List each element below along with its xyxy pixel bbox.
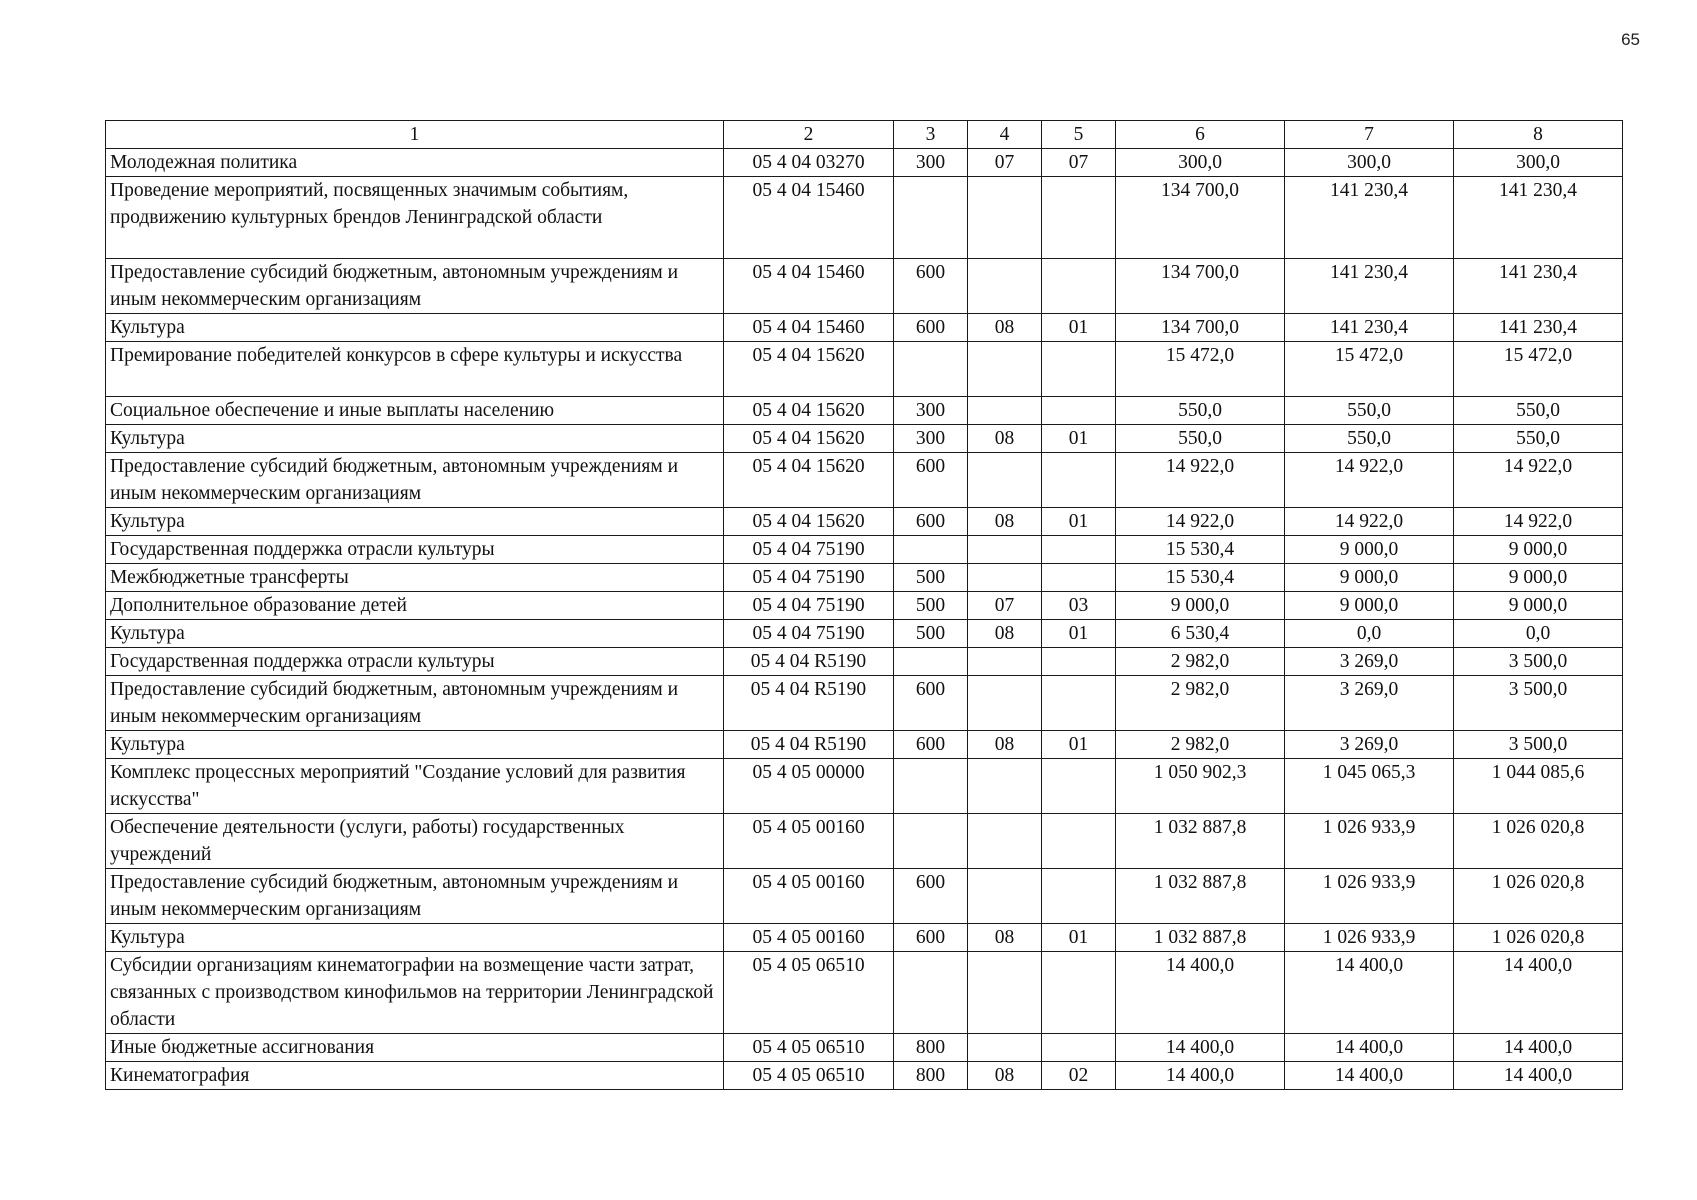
row-col3-cell: 600 [894, 508, 968, 536]
row-code-cell: 05 4 04 75190 [724, 620, 894, 648]
row-col8-cell: 9 000,0 [1454, 564, 1623, 592]
row-col7-cell: 14 400,0 [1285, 1034, 1454, 1062]
row-col6-cell: 14 400,0 [1116, 1034, 1285, 1062]
table-row [106, 620, 1623, 648]
row-col5-cell [1042, 759, 1116, 814]
row-col5-cell [1042, 536, 1116, 564]
row-col6-cell: 550,0 [1116, 425, 1285, 453]
row-col6-cell: 14 922,0 [1116, 453, 1285, 508]
row-col6-cell: 2 982,0 [1116, 676, 1285, 731]
row-col5-cell: 01 [1042, 508, 1116, 536]
row-col7-cell: 14 922,0 [1285, 508, 1454, 536]
row-col8-cell: 14 400,0 [1454, 1062, 1623, 1090]
row-col8-cell: 3 500,0 [1454, 676, 1623, 731]
row-col6-cell: 134 700,0 [1116, 314, 1285, 342]
row-col7-cell: 3 269,0 [1285, 648, 1454, 676]
row-code-cell: 05 4 04 15620 [724, 453, 894, 508]
row-col7-cell: 141 230,4 [1285, 177, 1454, 259]
row-col7-cell: 1 026 933,9 [1285, 924, 1454, 952]
row-code-cell: 05 4 05 06510 [724, 952, 894, 1034]
header-cell: 4 [968, 121, 1042, 149]
row-name-cell: Иные бюджетные ассигнования [106, 1034, 724, 1062]
row-col3-cell [894, 759, 968, 814]
row-col3-cell: 600 [894, 731, 968, 759]
row-col6-cell: 14 400,0 [1116, 952, 1285, 1034]
row-col8-cell: 1 026 020,8 [1454, 924, 1623, 952]
row-col3-cell: 600 [894, 314, 968, 342]
row-col6-cell: 15 472,0 [1116, 342, 1285, 397]
row-col6-cell: 14 922,0 [1116, 508, 1285, 536]
row-col4-cell [968, 648, 1042, 676]
row-code-cell: 05 4 04 75190 [724, 592, 894, 620]
table-row [106, 149, 1623, 177]
row-col7-cell: 141 230,4 [1285, 259, 1454, 314]
row-col8-cell: 141 230,4 [1454, 259, 1623, 314]
row-col4-cell: 08 [968, 924, 1042, 952]
row-name-cell: Обеспечение деятельности (услуги, работы) государственных учреждений [106, 814, 724, 869]
row-col3-cell: 300 [894, 425, 968, 453]
row-col3-cell: 300 [894, 397, 968, 425]
row-code-cell: 05 4 04 75190 [724, 564, 894, 592]
row-col5-cell [1042, 814, 1116, 869]
row-col3-cell: 800 [894, 1062, 968, 1090]
row-col8-cell: 14 922,0 [1454, 508, 1623, 536]
table-row [106, 952, 1623, 1034]
table-row [106, 648, 1623, 676]
row-col4-cell [968, 342, 1042, 397]
table-row [106, 425, 1623, 453]
row-col3-cell [894, 648, 968, 676]
row-col5-cell: 01 [1042, 425, 1116, 453]
row-col5-cell: 01 [1042, 620, 1116, 648]
row-col3-cell [894, 952, 968, 1034]
table-row [106, 564, 1623, 592]
row-col6-cell: 15 530,4 [1116, 564, 1285, 592]
row-name-cell: Культура [106, 620, 724, 648]
row-col5-cell [1042, 453, 1116, 508]
row-col3-cell [894, 536, 968, 564]
row-code-cell: 05 4 05 00160 [724, 869, 894, 924]
row-col4-cell: 07 [968, 592, 1042, 620]
row-col5-cell [1042, 952, 1116, 1034]
row-name-cell: Предоставление субсидий бюджетным, автономным учреждениям и иным некоммерческим организациям [106, 869, 724, 924]
row-code-cell: 05 4 04 15620 [724, 508, 894, 536]
row-col4-cell [968, 869, 1042, 924]
row-code-cell: 05 4 05 00000 [724, 759, 894, 814]
row-col6-cell: 550,0 [1116, 397, 1285, 425]
row-name-cell: Предоставление субсидий бюджетным, автономным учреждениям и иным некоммерческим организациям [106, 453, 724, 508]
row-col6-cell: 9 000,0 [1116, 592, 1285, 620]
row-col5-cell [1042, 342, 1116, 397]
row-col8-cell: 0,0 [1454, 620, 1623, 648]
row-col7-cell: 141 230,4 [1285, 314, 1454, 342]
table-body [106, 149, 1623, 1090]
row-name-cell: Социальное обеспечение и иные выплаты населению [106, 397, 724, 425]
row-col4-cell: 08 [968, 731, 1042, 759]
row-name-cell: Государственная поддержка отрасли культуры [106, 536, 724, 564]
table-row [106, 814, 1623, 869]
row-code-cell: 05 4 04 R5190 [724, 648, 894, 676]
row-code-cell: 05 4 05 00160 [724, 924, 894, 952]
budget-table-container [105, 120, 1622, 1090]
table-row [106, 869, 1623, 924]
row-col3-cell: 600 [894, 924, 968, 952]
header-cell: 6 [1116, 121, 1285, 149]
row-name-cell: Предоставление субсидий бюджетным, автономным учреждениям и иным некоммерческим организациям [106, 676, 724, 731]
row-col5-cell [1042, 177, 1116, 259]
row-col7-cell: 1 045 065,3 [1285, 759, 1454, 814]
row-col4-cell: 08 [968, 1062, 1042, 1090]
row-name-cell: Премирование победителей конкурсов в сфере культуры и искусства [106, 342, 724, 397]
row-col5-cell: 01 [1042, 731, 1116, 759]
row-col7-cell: 1 026 933,9 [1285, 869, 1454, 924]
header-cell: 5 [1042, 121, 1116, 149]
row-name-cell: Кинематография [106, 1062, 724, 1090]
row-name-cell: Дополнительное образование детей [106, 592, 724, 620]
row-name-cell: Культура [106, 508, 724, 536]
row-col4-cell: 08 [968, 508, 1042, 536]
row-code-cell: 05 4 04 15460 [724, 259, 894, 314]
row-col7-cell: 0,0 [1285, 620, 1454, 648]
row-col4-cell [968, 1034, 1042, 1062]
row-col7-cell: 300,0 [1285, 149, 1454, 177]
row-col4-cell: 08 [968, 620, 1042, 648]
row-col8-cell: 550,0 [1454, 425, 1623, 453]
table-row [106, 731, 1623, 759]
row-col7-cell: 14 400,0 [1285, 1062, 1454, 1090]
row-name-cell: Культура [106, 425, 724, 453]
row-col8-cell: 141 230,4 [1454, 314, 1623, 342]
row-col6-cell: 15 530,4 [1116, 536, 1285, 564]
row-col7-cell: 14 400,0 [1285, 952, 1454, 1034]
row-code-cell: 05 4 04 03270 [724, 149, 894, 177]
row-col3-cell: 600 [894, 259, 968, 314]
row-col3-cell [894, 814, 968, 869]
row-col5-cell [1042, 1034, 1116, 1062]
row-col7-cell: 3 269,0 [1285, 676, 1454, 731]
row-col3-cell [894, 342, 968, 397]
row-code-cell: 05 4 04 15620 [724, 425, 894, 453]
row-code-cell: 05 4 05 00160 [724, 814, 894, 869]
row-col4-cell [968, 759, 1042, 814]
table-row [106, 259, 1623, 314]
row-name-cell: Комплекс процессных мероприятий "Создание условий для развития искусства" [106, 759, 724, 814]
header-cell: 8 [1454, 121, 1623, 149]
budget-table [105, 120, 1623, 1090]
row-col6-cell: 14 400,0 [1116, 1062, 1285, 1090]
row-col4-cell [968, 397, 1042, 425]
row-col5-cell: 07 [1042, 149, 1116, 177]
table-row [106, 453, 1623, 508]
row-col7-cell: 3 269,0 [1285, 731, 1454, 759]
table-row [106, 397, 1623, 425]
row-col8-cell: 14 400,0 [1454, 1034, 1623, 1062]
table-row [106, 592, 1623, 620]
row-col5-cell [1042, 648, 1116, 676]
row-col8-cell: 3 500,0 [1454, 731, 1623, 759]
table-row [106, 924, 1623, 952]
row-code-cell: 05 4 04 R5190 [724, 676, 894, 731]
row-col8-cell: 14 922,0 [1454, 453, 1623, 508]
row-col7-cell: 9 000,0 [1285, 592, 1454, 620]
row-col6-cell: 300,0 [1116, 149, 1285, 177]
table-row [106, 759, 1623, 814]
row-col5-cell: 01 [1042, 924, 1116, 952]
row-col6-cell: 1 050 902,3 [1116, 759, 1285, 814]
row-col4-cell [968, 952, 1042, 1034]
row-col4-cell: 08 [968, 425, 1042, 453]
row-name-cell: Государственная поддержка отрасли культуры [106, 648, 724, 676]
table-row [106, 1034, 1623, 1062]
row-col5-cell: 02 [1042, 1062, 1116, 1090]
row-col8-cell: 550,0 [1454, 397, 1623, 425]
header-cell: 1 [106, 121, 724, 149]
row-col5-cell [1042, 259, 1116, 314]
table-row [106, 1062, 1623, 1090]
row-col6-cell: 1 032 887,8 [1116, 814, 1285, 869]
row-col3-cell: 500 [894, 592, 968, 620]
row-name-cell: Проведение мероприятий, посвященных значимым событиям, продвижению культурных брендов Ленинградской области [106, 177, 724, 259]
row-col7-cell: 550,0 [1285, 397, 1454, 425]
row-col5-cell: 01 [1042, 314, 1116, 342]
row-col3-cell [894, 177, 968, 259]
row-col7-cell: 15 472,0 [1285, 342, 1454, 397]
row-col6-cell: 6 530,4 [1116, 620, 1285, 648]
row-col6-cell: 134 700,0 [1116, 177, 1285, 259]
row-code-cell: 05 4 05 06510 [724, 1034, 894, 1062]
row-col3-cell: 600 [894, 869, 968, 924]
row-col8-cell: 14 400,0 [1454, 952, 1623, 1034]
row-col8-cell: 1 026 020,8 [1454, 814, 1623, 869]
row-code-cell: 05 4 05 06510 [724, 1062, 894, 1090]
row-code-cell: 05 4 04 15460 [724, 177, 894, 259]
page-number: 65 [1621, 30, 1640, 49]
row-name-cell: Предоставление субсидий бюджетным, автономным учреждениям и иным некоммерческим организациям [106, 259, 724, 314]
row-col8-cell: 300,0 [1454, 149, 1623, 177]
row-col7-cell: 9 000,0 [1285, 564, 1454, 592]
row-col5-cell [1042, 564, 1116, 592]
header-cell: 2 [724, 121, 894, 149]
row-col6-cell: 134 700,0 [1116, 259, 1285, 314]
row-col7-cell: 14 922,0 [1285, 453, 1454, 508]
table-row [106, 536, 1623, 564]
row-col6-cell: 2 982,0 [1116, 648, 1285, 676]
row-col4-cell [968, 814, 1042, 869]
row-col3-cell: 800 [894, 1034, 968, 1062]
table-row [106, 342, 1623, 397]
row-col3-cell: 500 [894, 620, 968, 648]
row-col4-cell: 07 [968, 149, 1042, 177]
row-col5-cell [1042, 397, 1116, 425]
row-col4-cell [968, 453, 1042, 508]
row-col4-cell [968, 177, 1042, 259]
row-col4-cell: 08 [968, 314, 1042, 342]
row-name-cell: Молодежная политика [106, 149, 724, 177]
row-col7-cell: 1 026 933,9 [1285, 814, 1454, 869]
header-row [106, 121, 1623, 149]
row-code-cell: 05 4 04 15620 [724, 397, 894, 425]
row-name-cell: Культура [106, 924, 724, 952]
header-cell: 3 [894, 121, 968, 149]
row-col4-cell [968, 676, 1042, 731]
row-col8-cell: 1 026 020,8 [1454, 869, 1623, 924]
table-row [106, 177, 1623, 259]
row-col3-cell: 600 [894, 453, 968, 508]
header-cell: 7 [1285, 121, 1454, 149]
row-code-cell: 05 4 04 75190 [724, 536, 894, 564]
row-code-cell: 05 4 04 R5190 [724, 731, 894, 759]
row-col8-cell: 1 044 085,6 [1454, 759, 1623, 814]
row-col4-cell [968, 536, 1042, 564]
row-col8-cell: 15 472,0 [1454, 342, 1623, 397]
row-col6-cell: 1 032 887,8 [1116, 924, 1285, 952]
row-col3-cell: 500 [894, 564, 968, 592]
row-col3-cell: 600 [894, 676, 968, 731]
row-col4-cell [968, 259, 1042, 314]
row-col8-cell: 9 000,0 [1454, 536, 1623, 564]
row-col5-cell [1042, 869, 1116, 924]
row-name-cell: Межбюджетные трансферты [106, 564, 724, 592]
row-col4-cell [968, 564, 1042, 592]
row-code-cell: 05 4 04 15620 [724, 342, 894, 397]
table-row [106, 676, 1623, 731]
row-col5-cell [1042, 676, 1116, 731]
row-col8-cell: 9 000,0 [1454, 592, 1623, 620]
row-name-cell: Культура [106, 314, 724, 342]
row-col8-cell: 141 230,4 [1454, 177, 1623, 259]
row-name-cell: Субсидии организациям кинематографии на возмещение части затрат, связанных с производством кинофильмов на территории Ленинградской области [106, 952, 724, 1034]
row-col7-cell: 9 000,0 [1285, 536, 1454, 564]
row-col5-cell: 03 [1042, 592, 1116, 620]
row-col6-cell: 2 982,0 [1116, 731, 1285, 759]
row-col7-cell: 550,0 [1285, 425, 1454, 453]
row-name-cell: Культура [106, 731, 724, 759]
row-col6-cell: 1 032 887,8 [1116, 869, 1285, 924]
row-col3-cell: 300 [894, 149, 968, 177]
table-row [106, 508, 1623, 536]
table-row [106, 314, 1623, 342]
row-col8-cell: 3 500,0 [1454, 648, 1623, 676]
row-code-cell: 05 4 04 15460 [724, 314, 894, 342]
